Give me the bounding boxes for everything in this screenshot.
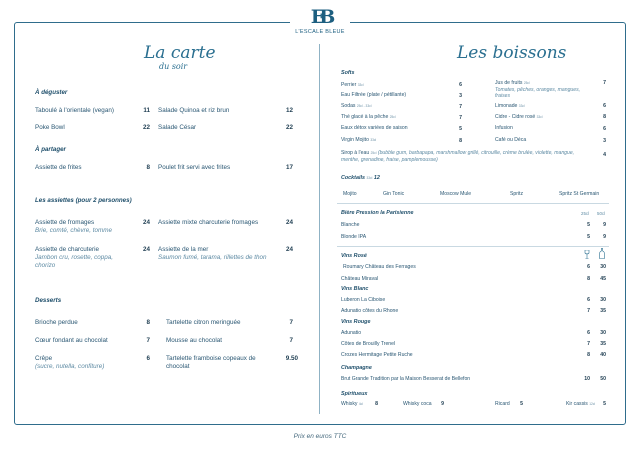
menu-item-price: 17 xyxy=(285,164,293,171)
menu-item: Brioche perdue xyxy=(35,319,78,326)
section-heading-spiritueux: Spiritueux xyxy=(341,391,368,397)
section-heading-assiettes: Les assiettes (pour 2 personnes) xyxy=(35,197,132,204)
menu-item-price: 22 xyxy=(142,124,150,131)
drink-volume: 33cl xyxy=(357,83,364,87)
drink-name: Sirop à l'eau xyxy=(341,150,370,156)
menu-item-price: 6 xyxy=(146,355,150,362)
drink-price: 7 xyxy=(459,115,462,121)
drink-item xyxy=(341,82,364,89)
drink-name: Whisky xyxy=(341,401,358,407)
menu-item-name: Assiette de fromages xyxy=(35,219,95,226)
drink-price: 6 xyxy=(459,82,462,88)
menu-item: Poke Bowl xyxy=(35,124,65,131)
drink-price: 8 xyxy=(587,276,590,282)
drink-name: Thé glacé à la pêche xyxy=(341,114,389,120)
drink-item xyxy=(495,103,525,110)
carte-subtitle: du soir xyxy=(159,62,188,71)
drink-item xyxy=(566,401,595,408)
menu-item: Taboulé à l'orientale (vegan) xyxy=(35,107,114,114)
drink-price: 9 xyxy=(603,222,606,228)
cocktails-price: 12 xyxy=(373,175,380,181)
drink-price: 7 xyxy=(603,80,606,86)
drink-name: Kir cassis xyxy=(566,401,588,407)
drink-item: Café ou Déca xyxy=(495,137,527,143)
cocktails-volume: 33cl xyxy=(366,176,373,180)
cocktail-item: Spritz xyxy=(510,191,524,197)
menu-item-price: 8 xyxy=(146,164,150,171)
drink-price: 6 xyxy=(587,330,590,336)
drink-price: 8 xyxy=(459,138,462,144)
column-header-25cl: 25cl xyxy=(581,211,590,216)
drink-price: 5 xyxy=(587,222,590,228)
drink-price: 8 xyxy=(587,352,590,358)
drink-price: 9 xyxy=(603,234,606,240)
section-heading-softs: Softs xyxy=(341,70,355,76)
drink-price: 40 xyxy=(600,352,606,358)
cocktail-item: Moscow Mule xyxy=(440,191,472,197)
drink-volume: 25cl xyxy=(370,151,377,155)
drink-desc: Tomates, pêches, oranges, mangues, fraises xyxy=(495,86,581,99)
drink-item xyxy=(495,80,587,100)
drink-price: 30 xyxy=(600,264,606,270)
section-heading-vins-blanc: Vins Blanc xyxy=(341,286,369,292)
drink-item xyxy=(341,114,396,121)
drink-volume: 33cl xyxy=(518,104,525,108)
menu-item xyxy=(158,246,283,262)
drink-name: Jus de fruits xyxy=(495,80,523,86)
menu-item-price: 24 xyxy=(285,219,293,226)
drink-price: 3 xyxy=(459,93,462,99)
menu-item xyxy=(35,246,135,270)
menu-item: Mousse au chocolat xyxy=(166,337,223,344)
menu-item-desc: Jambon cru, rosette, coppa, chorizo xyxy=(35,254,114,269)
drink-price: 5 xyxy=(520,401,523,407)
menu-item-price: 12 xyxy=(285,107,293,114)
drink-price: 3 xyxy=(603,138,606,144)
drink-price: 9 xyxy=(441,401,444,407)
footer-note: Prix en euros TTC xyxy=(293,433,347,440)
menu-item: Poulet frit servi avec frites xyxy=(158,164,231,171)
menu-item-price: 24 xyxy=(142,246,150,253)
section-heading-partager: À partager xyxy=(35,146,66,153)
drink-price: 35 xyxy=(600,341,606,347)
drink-item: Crozes Hermitage Petite Ruche xyxy=(341,352,413,358)
logo-mark: EB xyxy=(310,6,330,28)
drink-item xyxy=(495,114,542,121)
drink-volume: 12cl xyxy=(589,402,596,406)
drink-volume: 33cl xyxy=(536,115,543,119)
drink-price: 6 xyxy=(603,103,606,109)
menu-item-desc: Saumon fumé, tarama, rillettes de thon xyxy=(158,254,267,261)
drink-item: Adunatio xyxy=(341,330,362,336)
drink-price: 10 xyxy=(584,376,590,382)
section-heading-champagne: Champagne xyxy=(341,365,372,371)
drink-price: 5 xyxy=(603,401,606,407)
drink-price: 30 xyxy=(600,297,606,303)
menu-item-desc: Brie, comté, chèvre, tomme xyxy=(35,227,112,234)
drink-item xyxy=(341,150,591,163)
drink-name: Limonade xyxy=(495,103,518,109)
menu-item-name: Assiette de charcuterie xyxy=(35,246,100,253)
menu-item: Assiette de frites xyxy=(35,164,82,171)
menu-item-price: 24 xyxy=(142,219,150,226)
drink-name: Perrier xyxy=(341,82,357,88)
drink-price: 7 xyxy=(587,308,590,314)
boissons-title: Les boissons xyxy=(457,43,567,63)
drink-volume: 25cl xyxy=(523,81,530,85)
drink-price: 6 xyxy=(603,126,606,132)
section-heading-vins-rouge: Vins Rouge xyxy=(341,319,371,325)
menu-item-name: Assiette mixte charcuterie fromages xyxy=(158,219,259,226)
drink-price: 8 xyxy=(375,401,378,407)
cocktail-item: Spritz St Germain xyxy=(559,191,600,197)
drink-item: Ricard xyxy=(495,401,510,407)
menu-item xyxy=(35,355,135,371)
drink-item: Eaux détox variées de saison xyxy=(341,125,408,131)
drink-price: 4 xyxy=(603,152,606,158)
drink-item xyxy=(341,103,371,110)
menu-item: Cœur fondant au chocolat xyxy=(35,337,108,344)
column-header-50cl: 50cl xyxy=(597,211,606,216)
drink-price: 8 xyxy=(603,114,606,120)
cocktail-item: Gin Tonic xyxy=(383,191,405,197)
drink-price: 7 xyxy=(459,104,462,110)
drink-item: Luberon La Ciboise xyxy=(341,297,386,303)
logo xyxy=(290,6,350,42)
drink-desc: (bubble gum, barbapapa, marshmallow grillé, citrouille, crème brulée, violette, mangue, menthe, grenadine, fraise, pamplemousse) xyxy=(341,150,575,163)
menu-item: Salade Quinoa et riz brun xyxy=(158,107,230,114)
section-rule xyxy=(337,246,609,247)
menu-item: Tartelette framboise copeaux de chocolat xyxy=(166,355,256,370)
drink-item: Brut Grande Tradition par la Maison Besserat de Bellefon xyxy=(341,376,471,382)
drink-price: 30 xyxy=(600,330,606,336)
drink-volume: 4cl xyxy=(358,402,363,406)
menu-item xyxy=(35,219,135,235)
menu-item-price: 7 xyxy=(289,319,293,326)
menu-item: Salade César xyxy=(158,124,197,131)
wine-glass-icon xyxy=(584,250,590,259)
drink-item xyxy=(341,401,363,408)
cocktails-heading: Cocktails xyxy=(341,175,365,181)
menu-item: Tartelette citron meringuée xyxy=(166,319,241,326)
drink-item: Infusion xyxy=(495,125,513,131)
menu-item-price: 9.50 xyxy=(285,355,298,362)
wine-bottle-icon xyxy=(599,248,605,259)
column-divider xyxy=(319,44,320,414)
drink-volume: 25cl - 33cl xyxy=(356,104,372,108)
drink-price: 6 xyxy=(587,264,590,270)
drink-price: 35 xyxy=(600,308,606,314)
menu-item-desc: (sucre, nutella, confiture) xyxy=(35,363,105,370)
drink-item: Côtes de Brouilly Trenel xyxy=(341,341,396,347)
menu-item xyxy=(158,219,268,227)
drink-volume: 33cl xyxy=(370,138,377,142)
drink-volume: 25cl xyxy=(389,115,396,119)
carte-title: La carte xyxy=(144,43,216,63)
drink-item: Eau Filtrée (plate / pétillante) xyxy=(341,92,407,98)
drink-name: Sodas xyxy=(341,103,356,109)
drink-price: 50 xyxy=(600,376,606,382)
drink-item: Château Miraval xyxy=(341,276,379,282)
drink-name: Cidre - Cidre rosé xyxy=(495,114,536,120)
menu-item-name: Crêpe xyxy=(35,355,53,362)
section-heading-cocktails xyxy=(341,175,380,181)
drink-price: 5 xyxy=(587,234,590,240)
drink-item: Adunatio côtes du Rhone xyxy=(341,308,399,314)
section-heading-biere: Bière Pression la Parisienne xyxy=(341,210,414,216)
drink-item: Blanche xyxy=(341,222,360,228)
drink-item xyxy=(341,137,376,144)
drink-item: Whisky coca xyxy=(403,401,432,407)
menu-item-name: Assiette de la mer xyxy=(158,246,209,253)
section-heading-vins-rose: Vins Rosé xyxy=(341,253,367,259)
drink-price: 45 xyxy=(600,276,606,282)
menu-item-price: 22 xyxy=(285,124,293,131)
section-rule xyxy=(337,203,609,204)
drink-name: Virgin Mojito xyxy=(341,137,369,143)
menu-item-price: 8 xyxy=(146,319,150,326)
section-heading-deguster: À déguster xyxy=(35,89,68,96)
drink-item: Roumary Château des Ferrages xyxy=(343,264,416,270)
logo-text: L'ESCALE BLEUE xyxy=(295,29,345,35)
drink-price: 5 xyxy=(459,126,462,132)
menu-item-price: 7 xyxy=(289,337,293,344)
drink-item: Blonde IPA xyxy=(341,234,367,240)
cocktail-item: Mojito xyxy=(343,191,357,197)
drink-price: 6 xyxy=(587,297,590,303)
menu-item-price: 11 xyxy=(143,107,150,114)
drink-price: 7 xyxy=(587,341,590,347)
section-heading-desserts: Desserts xyxy=(35,297,62,304)
menu-item-price: 7 xyxy=(146,337,150,344)
menu-item-price: 24 xyxy=(285,246,293,253)
